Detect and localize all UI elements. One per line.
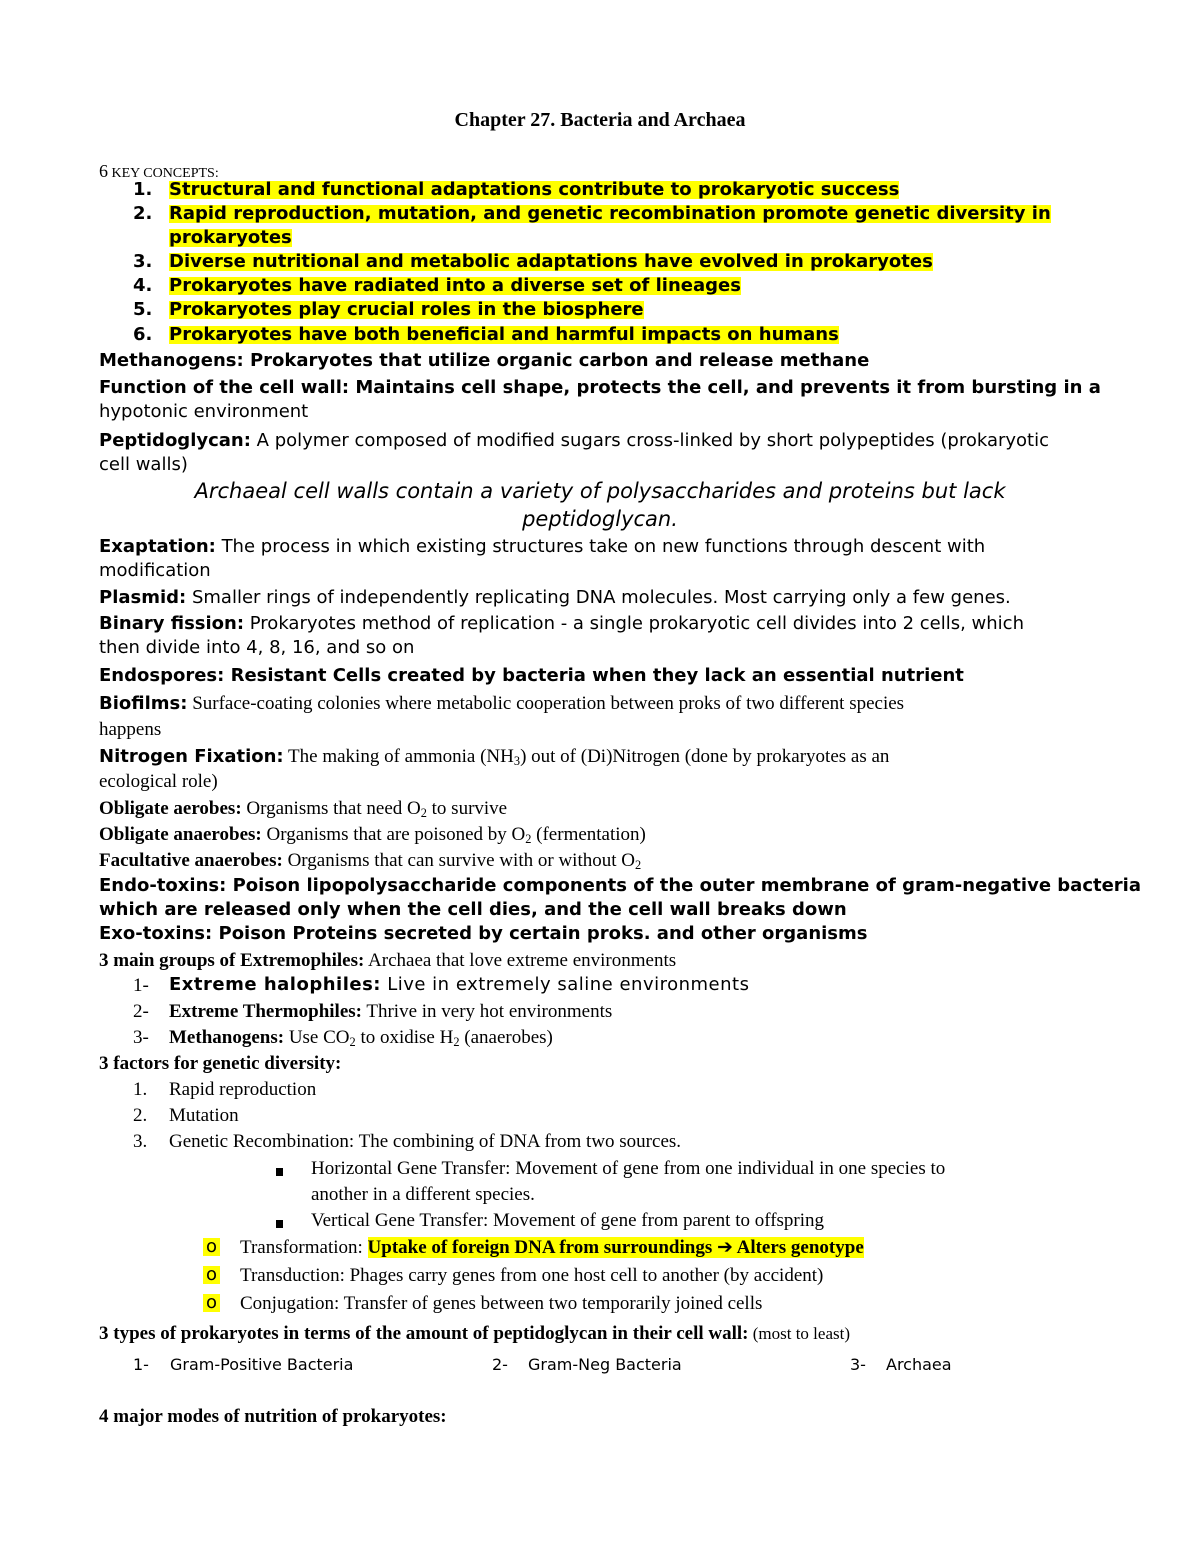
subscript: 3 <box>513 754 521 768</box>
subscript: 2 <box>420 806 427 820</box>
definition-plasmid <box>99 589 1011 607</box>
highlighted-text: Uptake of foreign DNA from surroundings <box>367 1237 717 1258</box>
term: Binary fission: <box>99 613 245 634</box>
definition-obligate-aerobes <box>99 799 507 818</box>
definition-text: Poison Proteins secreted by certain proks. and other organisms <box>212 923 868 944</box>
subscript: 2 <box>349 1035 356 1049</box>
term: Endo-toxins: <box>99 875 227 896</box>
definition-endospores <box>99 667 964 685</box>
diversity-item: Genetic Recombination: The combining of DNA from two sources. <box>169 1131 682 1152</box>
definition-obligate-anaerobes <box>99 825 646 844</box>
definition-binary-fission-cont: then divide into 4, 8, 16, and so on <box>99 637 415 658</box>
definition-text: Use CO <box>284 1027 350 1048</box>
definition-cell-wall-cont: hypotonic environment <box>99 401 309 422</box>
definition-exotoxins <box>99 925 868 943</box>
diversity-item: Mutation <box>169 1105 239 1126</box>
extremophile-num: 3- <box>133 1027 149 1048</box>
extremophile-num: 2- <box>133 1001 149 1022</box>
key-concept-num: 4. <box>133 275 153 296</box>
arrow-icon: ➔ <box>716 1236 733 1258</box>
definition-facultative-anaerobes <box>99 851 641 870</box>
definition-biofilms-cont: happens <box>99 719 162 740</box>
diversity-num: 2. <box>133 1105 148 1126</box>
diversity-num: 3. <box>133 1131 148 1152</box>
heading-term: 3 main groups of Extremophiles: <box>99 950 365 971</box>
definition-text: Smaller rings of independently replicating DNA molecules. Most carrying only a few genes. <box>186 587 1011 608</box>
term: Plasmid: <box>99 587 187 608</box>
term: Extreme Thermophiles: <box>169 1001 362 1022</box>
subscript: 2 <box>453 1035 460 1049</box>
term: Obligate aerobes: <box>99 798 242 819</box>
definition-text: Poison lipopolysaccharide components of the outer membrane of gram-negative bacteria <box>226 875 1141 896</box>
transduction-item: Transduction: Phages carry genes from one host cell to another (by accident) <box>240 1265 824 1286</box>
definition-nitrogen-fixation-cont: ecological role) <box>99 771 218 792</box>
term: Function of the cell wall: <box>99 377 350 398</box>
term: Methanogens: <box>169 1027 285 1048</box>
definition-text: Prokaryotes that utilize organic carbon and release methane <box>243 350 870 371</box>
heading-text: 3 types of prokaryotes in terms of the amount of peptidoglycan in their cell wall: <box>99 1323 749 1344</box>
heading-note: (most to least) <box>748 1324 850 1343</box>
diversity-num: 1. <box>133 1079 148 1100</box>
definition-binary-fission <box>99 615 1024 633</box>
key-concept-num: 3. <box>133 251 153 272</box>
heading-text: 4 major modes of nutrition of prokaryotes: <box>99 1406 447 1427</box>
term: Facultative anaerobes: <box>99 850 283 871</box>
term: Peptidoglycan: <box>99 430 251 451</box>
diversity-item: Rapid reproduction <box>169 1079 317 1100</box>
key-concept-item: Diverse nutritional and metabolic adaptations have evolved in prokaryotes <box>169 251 933 272</box>
term: Nitrogen Fixation: <box>99 746 284 767</box>
prok-type-num: 3- <box>850 1355 866 1374</box>
key-concept-item: Prokaryotes play crucial roles in the biosphere <box>169 299 644 320</box>
definition-text: Thrive in very hot environments <box>361 1001 613 1022</box>
gene-transfer-item: Horizontal Gene Transfer: Movement of gene from one individual in one species to <box>311 1158 946 1179</box>
definition-biofilms <box>99 694 904 713</box>
heading-text: Archaea that love extreme environments <box>364 950 677 971</box>
term: Exo-toxins: <box>99 923 213 944</box>
definition-peptidoglycan-cont: cell walls) <box>99 454 188 475</box>
extremophile-item <box>169 976 749 994</box>
diversity-heading <box>99 1054 341 1073</box>
gene-transfer-item-cont: another in a different species. <box>311 1184 535 1205</box>
definition-nitrogen-fixation <box>99 747 889 766</box>
definition-text: (anaerobes) <box>459 1027 553 1048</box>
definition-text: The making of ammonia (NH <box>283 746 514 767</box>
key-concept-num: 2. <box>133 203 153 224</box>
definition-peptidoglycan <box>99 432 1049 450</box>
term: Exaptation: <box>99 536 216 557</box>
definition-text: Resistant Cells created by bacteria when they lack an essential nutrient <box>224 665 964 686</box>
definition-methanogens <box>99 352 869 370</box>
definition-text: to survive <box>426 798 508 819</box>
square-bullet <box>276 1216 283 1232</box>
definition-text: The process in which existing structures take on new functions through descent with <box>215 536 986 557</box>
term: Extreme halophiles: <box>169 974 381 995</box>
definition-endotoxins-cont <box>99 901 847 919</box>
definition-endotoxins <box>99 877 1141 895</box>
extremophile-num: 1- <box>133 975 149 996</box>
highlighted-text: Alters genotype <box>732 1237 864 1258</box>
key-concept-item: Prokaryotes have radiated into a diverse set of lineages <box>169 275 741 296</box>
definition-text: A polymer composed of modified sugars cross-linked by short polypeptides (prokaryotic <box>250 430 1050 451</box>
definition-text: Prokaryotes method of replication - a single prokaryotic cell divides into 2 cells, which <box>244 613 1024 634</box>
transformation-item <box>240 1238 864 1257</box>
gene-transfer-item: Vertical Gene Transfer: Movement of gene from parent to offspring <box>311 1210 825 1231</box>
definition-text: Live in extremely saline environments <box>380 974 750 995</box>
extremophiles-heading <box>99 951 676 970</box>
extremophile-item <box>169 1002 612 1021</box>
circle-bullet: o <box>203 1266 220 1284</box>
circle-bullet: o <box>203 1238 220 1256</box>
page-title: Chapter 27. Bacteria and Archaea <box>454 109 746 131</box>
term: Methanogens: <box>99 350 244 371</box>
key-concept-item: Rapid reproduction, mutation, and genetic recombination promote genetic diversity in <box>169 203 1051 224</box>
key-concept-item: Prokaryotes have both beneficial and harmful impacts on humans <box>169 324 839 345</box>
prok-type-item: Archaea <box>886 1355 952 1374</box>
prok-type-item: Gram-Neg Bacteria <box>528 1355 682 1374</box>
definition-cell-wall <box>99 379 1101 397</box>
archaeal-note-cont: peptidoglycan. <box>522 507 678 531</box>
term: Biofilms: <box>99 693 188 714</box>
definition-text: to oxidise H <box>355 1027 454 1048</box>
definition-text: Organisms that need O <box>241 798 421 819</box>
definition-exaptation <box>99 538 985 556</box>
definition-text: (fermentation) <box>531 824 646 845</box>
subscript: 2 <box>634 858 642 872</box>
definition-text: Maintains cell shape, protects the cell, and prevents it from bursting in a <box>349 377 1101 398</box>
square-bullet <box>276 1164 283 1180</box>
key-concept-num: 5. <box>133 299 153 320</box>
key-concept-item: Structural and functional adaptations contribute to prokaryotic success <box>169 179 900 200</box>
prok-type-item: Gram-Positive Bacteria <box>170 1355 354 1374</box>
conjugation-item: Conjugation: Transfer of genes between two temporarily joined cells <box>240 1293 763 1314</box>
key-concepts-label: KEY CONCEPTS: <box>111 166 219 181</box>
key-concept-num: 1. <box>133 179 153 200</box>
nutrition-heading <box>99 1407 447 1426</box>
definition-text: Organisms that are poisoned by O <box>261 824 526 845</box>
archaeal-note: Archaeal cell walls contain a variety of polysaccharides and proteins but lack <box>194 479 1006 503</box>
term: Obligate anaerobes: <box>99 824 262 845</box>
prok-type-num: 1- <box>133 1355 149 1374</box>
definition-text: ) out of (Di)Nitrogen (done by prokaryotes as an <box>520 746 890 767</box>
extremophile-item <box>169 1028 553 1047</box>
term: Endospores: <box>99 665 225 686</box>
prok-types-heading <box>99 1324 850 1343</box>
subscript: 2 <box>525 832 532 846</box>
circle-bullet: o <box>203 1294 220 1312</box>
prok-type-num: 2- <box>492 1355 508 1374</box>
key-concepts-count: 6 <box>99 161 108 181</box>
heading-text: 3 factors for genetic diversity: <box>99 1053 342 1074</box>
definition-text: which are released only when the cell dies, and the cell wall breaks down <box>99 899 847 920</box>
item-label: Transformation: <box>240 1237 368 1258</box>
definition-exaptation-cont: modification <box>99 560 211 581</box>
definition-text: Surface-coating colonies where metabolic cooperation between proks of two different species <box>187 693 905 714</box>
definition-text: Organisms that can survive with or without O <box>282 850 635 871</box>
key-concept-item-cont: prokaryotes <box>169 227 292 248</box>
key-concept-num: 6. <box>133 324 153 345</box>
